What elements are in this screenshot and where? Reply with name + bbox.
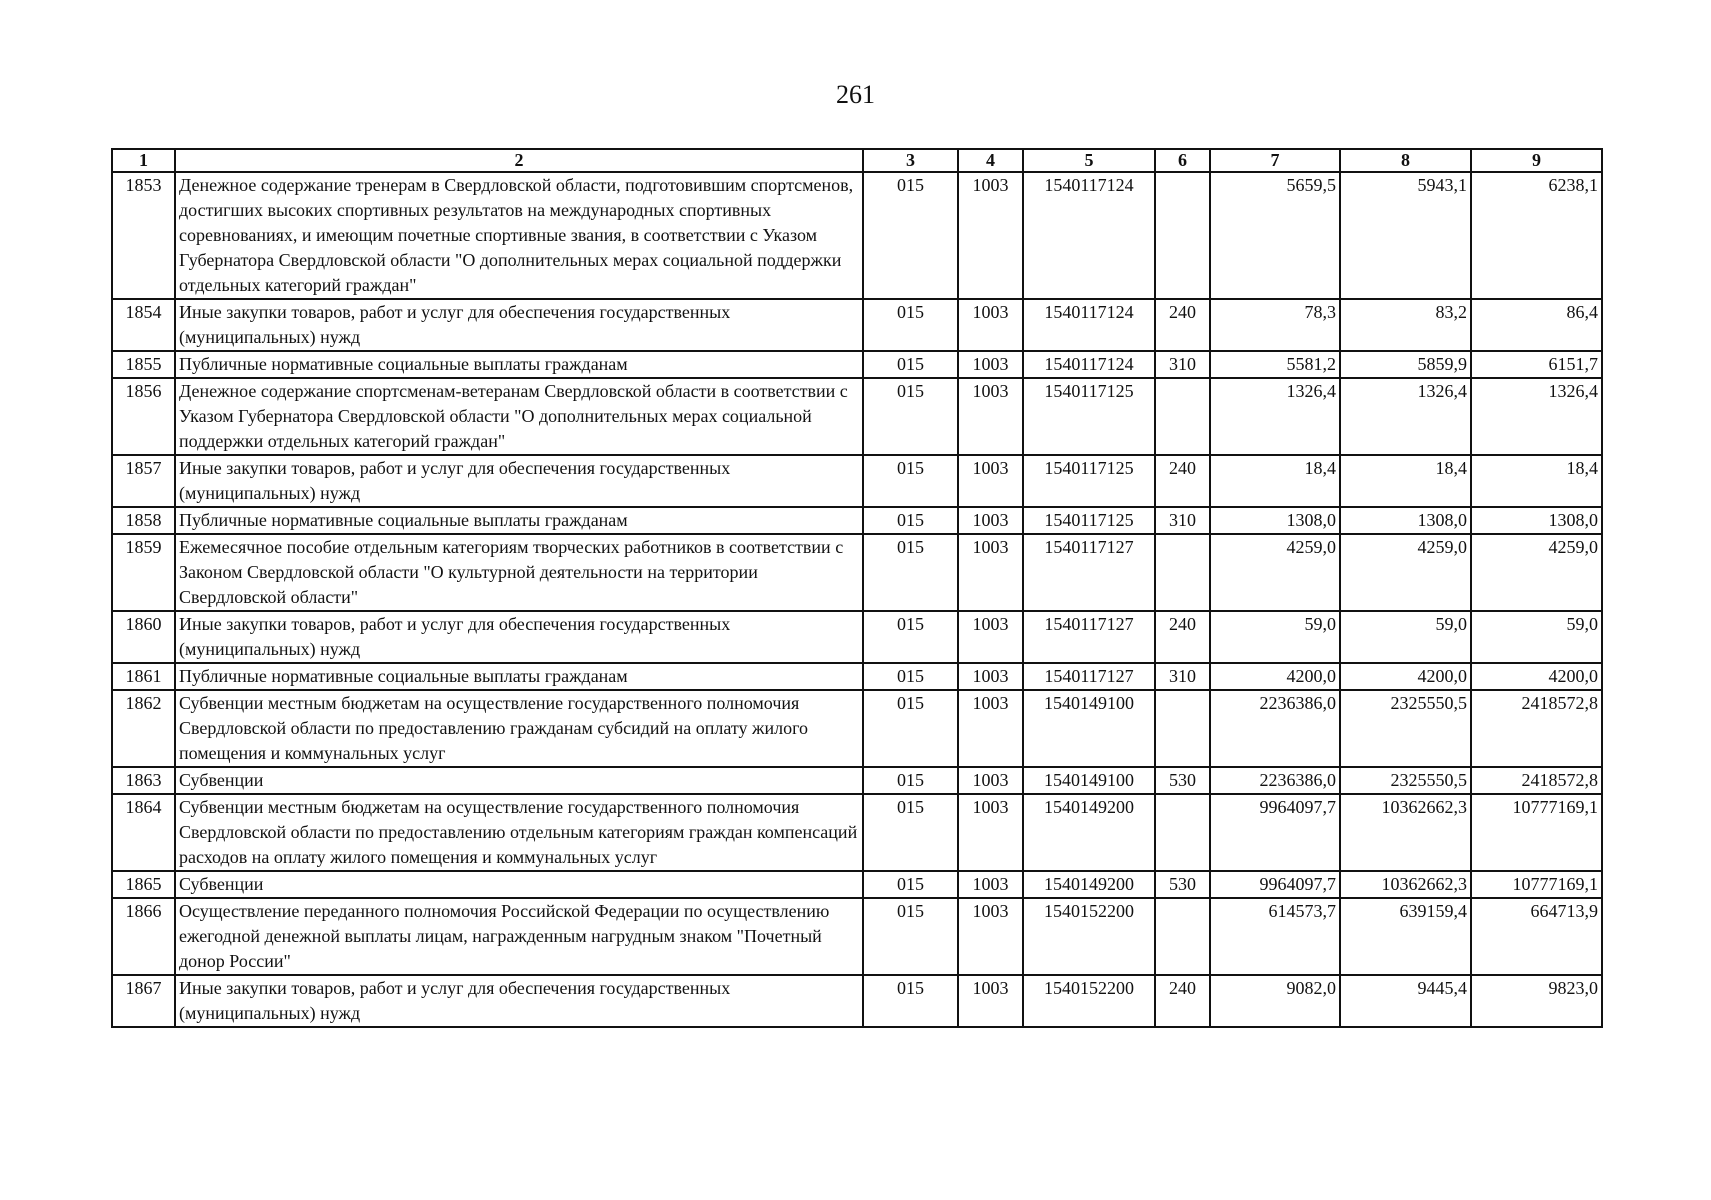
row-code-4: 1003: [958, 378, 1023, 455]
table-row: [112, 534, 1602, 611]
column-header: 1: [112, 149, 175, 172]
row-code-5: 1540117124: [1023, 172, 1155, 299]
row-description: Публичные нормативные социальные выплаты гражданам: [175, 663, 863, 690]
row-code-5: 1540117125: [1023, 455, 1155, 507]
row-number: 1867: [112, 975, 175, 1027]
row-code-4: 1003: [958, 299, 1023, 351]
table-row: [112, 455, 1602, 507]
row-amount-8: 10362662,3: [1340, 871, 1471, 898]
table-row: [112, 378, 1602, 455]
row-description: Денежное содержание спортсменам-ветеранам Свердловской области в соответствии с Указом Губернатора Свердловской области "О дополнительных мерах социальной поддержки отдельных категорий граждан": [175, 378, 863, 455]
table-row: [112, 690, 1602, 767]
row-description: Публичные нормативные социальные выплаты гражданам: [175, 507, 863, 534]
row-amount-8: 10362662,3: [1340, 794, 1471, 871]
row-code-6: 240: [1155, 611, 1210, 663]
row-code-6: 240: [1155, 299, 1210, 351]
table-header-row: [112, 149, 1602, 172]
row-code-3: 015: [863, 767, 958, 794]
row-amount-8: 59,0: [1340, 611, 1471, 663]
row-code-4: 1003: [958, 975, 1023, 1027]
row-description: Иные закупки товаров, работ и услуг для обеспечения государственных (муниципальных) нужд: [175, 455, 863, 507]
row-code-6: [1155, 534, 1210, 611]
row-amount-9: 10777169,1: [1471, 794, 1602, 871]
row-description: Субвенции местным бюджетам на осуществление государственного полномочия Свердловской области по предоставлению гражданам субсидий на оплату жилого помещения и коммунальных услуг: [175, 690, 863, 767]
row-amount-7: 9964097,7: [1210, 794, 1340, 871]
row-description: Иные закупки товаров, работ и услуг для обеспечения государственных (муниципальных) нужд: [175, 611, 863, 663]
row-amount-9: 2418572,8: [1471, 767, 1602, 794]
table-row: [112, 975, 1602, 1027]
row-amount-9: 2418572,8: [1471, 690, 1602, 767]
row-code-3: 015: [863, 794, 958, 871]
row-description: Иные закупки товаров, работ и услуг для обеспечения государственных (муниципальных) нужд: [175, 975, 863, 1027]
row-amount-8: 1326,4: [1340, 378, 1471, 455]
row-code-5: 1540152200: [1023, 898, 1155, 975]
row-amount-9: 18,4: [1471, 455, 1602, 507]
row-amount-9: 59,0: [1471, 611, 1602, 663]
row-amount-9: 4200,0: [1471, 663, 1602, 690]
row-amount-8: 83,2: [1340, 299, 1471, 351]
row-amount-9: 664713,9: [1471, 898, 1602, 975]
row-code-4: 1003: [958, 172, 1023, 299]
row-description: Публичные нормативные социальные выплаты гражданам: [175, 351, 863, 378]
row-amount-8: 5859,9: [1340, 351, 1471, 378]
row-description: Субвенции местным бюджетам на осуществление государственного полномочия Свердловской области по предоставлению отдельным категориям граждан компенсаций расходов на оплату жилого помещения и коммунальных услуг: [175, 794, 863, 871]
row-amount-7: 5659,5: [1210, 172, 1340, 299]
row-amount-9: 1326,4: [1471, 378, 1602, 455]
row-amount-8: 2325550,5: [1340, 767, 1471, 794]
row-code-4: 1003: [958, 794, 1023, 871]
row-code-6: [1155, 794, 1210, 871]
column-header: 8: [1340, 149, 1471, 172]
row-code-5: 1540152200: [1023, 975, 1155, 1027]
row-amount-7: 59,0: [1210, 611, 1340, 663]
table-row: [112, 299, 1602, 351]
table-row: [112, 767, 1602, 794]
row-amount-7: 4259,0: [1210, 534, 1340, 611]
column-header: 7: [1210, 149, 1340, 172]
row-code-4: 1003: [958, 351, 1023, 378]
row-amount-9: 86,4: [1471, 299, 1602, 351]
row-amount-8: 18,4: [1340, 455, 1471, 507]
row-code-3: 015: [863, 172, 958, 299]
row-amount-9: 1308,0: [1471, 507, 1602, 534]
row-number: 1864: [112, 794, 175, 871]
table-row: [112, 611, 1602, 663]
row-amount-8: 4259,0: [1340, 534, 1471, 611]
row-code-3: 015: [863, 299, 958, 351]
row-code-5: 1540149100: [1023, 767, 1155, 794]
row-code-4: 1003: [958, 455, 1023, 507]
row-amount-7: 2236386,0: [1210, 690, 1340, 767]
row-code-4: 1003: [958, 871, 1023, 898]
row-description: Денежное содержание тренерам в Свердловской области, подготовившим спортсменов, достигших высоких спортивных результатов на международных спортивных соревнованиях, и имеющим почетные спортивные звания, в соответствии с Указом Губернатора Свердловской области "О дополнительных мерах социальной поддержки отдельных категорий граждан": [175, 172, 863, 299]
row-amount-8: 4200,0: [1340, 663, 1471, 690]
row-amount-7: 2236386,0: [1210, 767, 1340, 794]
row-number: 1855: [112, 351, 175, 378]
row-code-5: 1540149200: [1023, 794, 1155, 871]
row-code-3: 015: [863, 690, 958, 767]
table-row: [112, 507, 1602, 534]
row-amount-8: 2325550,5: [1340, 690, 1471, 767]
row-amount-7: 9082,0: [1210, 975, 1340, 1027]
table-row: [112, 794, 1602, 871]
row-code-3: 015: [863, 351, 958, 378]
row-code-4: 1003: [958, 507, 1023, 534]
row-amount-9: 6238,1: [1471, 172, 1602, 299]
row-amount-8: 9445,4: [1340, 975, 1471, 1027]
row-number: 1866: [112, 898, 175, 975]
row-code-3: 015: [863, 871, 958, 898]
row-amount-7: 18,4: [1210, 455, 1340, 507]
column-header: 9: [1471, 149, 1602, 172]
row-amount-7: 4200,0: [1210, 663, 1340, 690]
row-description: Иные закупки товаров, работ и услуг для обеспечения государственных (муниципальных) нужд: [175, 299, 863, 351]
table-body: [112, 172, 1602, 1027]
row-code-5: 1540117124: [1023, 299, 1155, 351]
row-code-6: [1155, 172, 1210, 299]
row-code-5: 1540117125: [1023, 507, 1155, 534]
row-code-6: 310: [1155, 351, 1210, 378]
row-code-5: 1540149100: [1023, 690, 1155, 767]
row-code-3: 015: [863, 611, 958, 663]
column-header: 2: [175, 149, 863, 172]
row-code-3: 015: [863, 378, 958, 455]
row-number: 1858: [112, 507, 175, 534]
row-code-6: 240: [1155, 455, 1210, 507]
row-amount-7: 614573,7: [1210, 898, 1340, 975]
row-code-3: 015: [863, 975, 958, 1027]
row-code-4: 1003: [958, 690, 1023, 767]
row-code-5: 1540117125: [1023, 378, 1155, 455]
row-amount-9: 9823,0: [1471, 975, 1602, 1027]
row-number: 1856: [112, 378, 175, 455]
row-number: 1853: [112, 172, 175, 299]
row-code-6: 530: [1155, 871, 1210, 898]
row-amount-7: 1326,4: [1210, 378, 1340, 455]
row-amount-9: 4259,0: [1471, 534, 1602, 611]
column-header: 3: [863, 149, 958, 172]
row-code-5: 1540117124: [1023, 351, 1155, 378]
table-row: [112, 898, 1602, 975]
row-code-6: 310: [1155, 507, 1210, 534]
row-number: 1862: [112, 690, 175, 767]
row-amount-9: 6151,7: [1471, 351, 1602, 378]
row-code-5: 1540117127: [1023, 611, 1155, 663]
row-code-4: 1003: [958, 898, 1023, 975]
row-description: Субвенции: [175, 871, 863, 898]
column-header: 6: [1155, 149, 1210, 172]
row-number: 1863: [112, 767, 175, 794]
row-number: 1860: [112, 611, 175, 663]
row-code-6: 240: [1155, 975, 1210, 1027]
table-row: [112, 351, 1602, 378]
row-amount-7: 9964097,7: [1210, 871, 1340, 898]
row-description: Ежемесячное пособие отдельным категориям творческих работников в соответствии с Законом Свердловской области "О культурной деятельности на территории Свердловской области": [175, 534, 863, 611]
row-amount-7: 1308,0: [1210, 507, 1340, 534]
table-row: [112, 871, 1602, 898]
row-code-5: 1540149200: [1023, 871, 1155, 898]
row-amount-7: 78,3: [1210, 299, 1340, 351]
page-number: 261: [836, 80, 875, 109]
row-amount-8: 639159,4: [1340, 898, 1471, 975]
row-code-4: 1003: [958, 611, 1023, 663]
row-number: 1857: [112, 455, 175, 507]
row-description: Субвенции: [175, 767, 863, 794]
row-number: 1859: [112, 534, 175, 611]
row-code-3: 015: [863, 455, 958, 507]
row-code-3: 015: [863, 898, 958, 975]
row-code-3: 015: [863, 663, 958, 690]
row-code-4: 1003: [958, 534, 1023, 611]
row-amount-9: 10777169,1: [1471, 871, 1602, 898]
row-amount-7: 5581,2: [1210, 351, 1340, 378]
row-code-3: 015: [863, 534, 958, 611]
column-header: 5: [1023, 149, 1155, 172]
row-code-5: 1540117127: [1023, 663, 1155, 690]
row-number: 1865: [112, 871, 175, 898]
row-code-6: 310: [1155, 663, 1210, 690]
row-code-6: [1155, 378, 1210, 455]
table-row: [112, 172, 1602, 299]
row-code-5: 1540117127: [1023, 534, 1155, 611]
row-code-3: 015: [863, 507, 958, 534]
table-row: [112, 663, 1602, 690]
row-code-6: 530: [1155, 767, 1210, 794]
budget-table: [111, 148, 1603, 1028]
column-header: 4: [958, 149, 1023, 172]
row-amount-8: 1308,0: [1340, 507, 1471, 534]
row-code-6: [1155, 690, 1210, 767]
row-code-6: [1155, 898, 1210, 975]
row-code-4: 1003: [958, 663, 1023, 690]
row-description: Осуществление переданного полномочия Российской Федерации по осуществлению ежегодной денежной выплаты лицам, награжденным нагрудным знаком "Почетный донор России": [175, 898, 863, 975]
row-number: 1861: [112, 663, 175, 690]
row-code-4: 1003: [958, 767, 1023, 794]
row-number: 1854: [112, 299, 175, 351]
row-amount-8: 5943,1: [1340, 172, 1471, 299]
